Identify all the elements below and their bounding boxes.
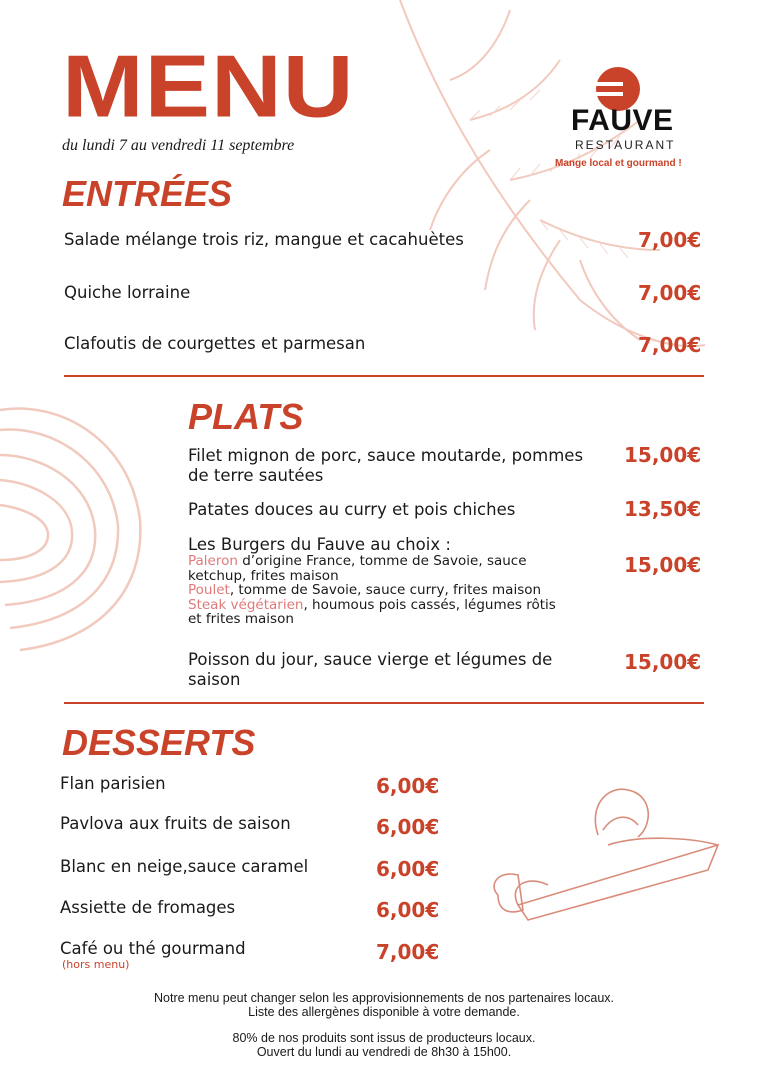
pie-slice-illustration (478, 775, 728, 925)
plat-item-price: 15,00€ (624, 553, 702, 577)
dessert-item-label: Assiette de fromages (60, 898, 236, 917)
plat-item-price: 15,00€ (624, 443, 702, 467)
footer-info: 80% de nos produits sont issus de producteurs locaux. Ouvert du lundi au vendredi de 8h30 à 15h00. (232, 1031, 536, 1059)
dessert-item-price: 6,00€ (376, 898, 440, 922)
entrees-heading: ENTRÉES (62, 173, 233, 214)
section-divider (64, 375, 704, 377)
burger-item: Les Burgers du Fauve au choix : Paleron d’origine France, tomme de Savoie, sauce ketchup, frites maison Poulet, tomme de Savoie, sauce curry, frites maison Steak végétarien, houmous pois cassés, légumes rôtis et frites maison (188, 536, 608, 627)
entree-item-price: 7,00€ (638, 228, 702, 252)
dessert-item-label: Flan parisien (60, 774, 166, 793)
dessert-item-note: (hors menu) (62, 958, 130, 971)
plats-heading: PLATS (188, 396, 304, 437)
brand-sub: RESTAURANT (575, 138, 676, 152)
footer-note: Notre menu peut changer selon les approvisionnements de nos partenaires locaux. Liste des allergènes disponible à votre demande. (154, 991, 614, 1019)
section-divider (64, 702, 704, 704)
plat-item-price: 13,50€ (624, 497, 702, 521)
dessert-item-price: 6,00€ (376, 815, 440, 839)
dessert-item-price: 7,00€ (376, 940, 440, 964)
dessert-item-price: 6,00€ (376, 857, 440, 881)
dessert-item-label: Café ou thé gourmand (60, 939, 246, 958)
page-title: MENU (62, 36, 355, 136)
plat-item-label: Filet mignon de porc, sauce moutarde, pommes de terre sautées (188, 446, 584, 485)
burger-option: Steak végétarien, houmous pois cassés, légumes rôtis (188, 596, 556, 613)
brand-tagline: Mange local et gourmand ! (555, 158, 682, 169)
cabbage-illustration (0, 400, 150, 660)
herb-illustration (390, 0, 710, 360)
dessert-item-price: 6,00€ (376, 774, 440, 798)
entree-item-label: Quiche lorraine (64, 283, 191, 302)
dessert-item-label: Pavlova aux fruits de saison (60, 814, 291, 833)
burger-option: Poulet, tomme de Savoie, sauce curry, frites maison (188, 582, 542, 598)
brand-name: FAUVE (571, 104, 674, 137)
dessert-item-label: Blanc en neige,sauce caramel (60, 857, 309, 876)
entree-item-price: 7,00€ (638, 281, 702, 305)
burger-label: Les Burgers du Fauve au choix : (188, 535, 451, 554)
entree-item-label: Salade mélange trois riz, mangue et cacahuètes (64, 230, 464, 249)
entree-item-label: Clafoutis de courgettes et parmesan (64, 334, 366, 353)
entree-item-price: 7,00€ (638, 333, 702, 357)
brand-logo (555, 62, 695, 172)
burger-option: Paleron d’origine France, tomme de Savoie, sauce (188, 553, 527, 569)
date-range: du lundi 7 au vendredi 11 septembre (62, 137, 295, 154)
plat-item-label: Patates douces au curry et pois chiches (188, 500, 516, 519)
plat-item-label: Poisson du jour, sauce vierge et légumes de saison (188, 650, 553, 689)
plat-item-price: 15,00€ (624, 650, 702, 674)
desserts-heading: DESSERTS (62, 722, 256, 763)
